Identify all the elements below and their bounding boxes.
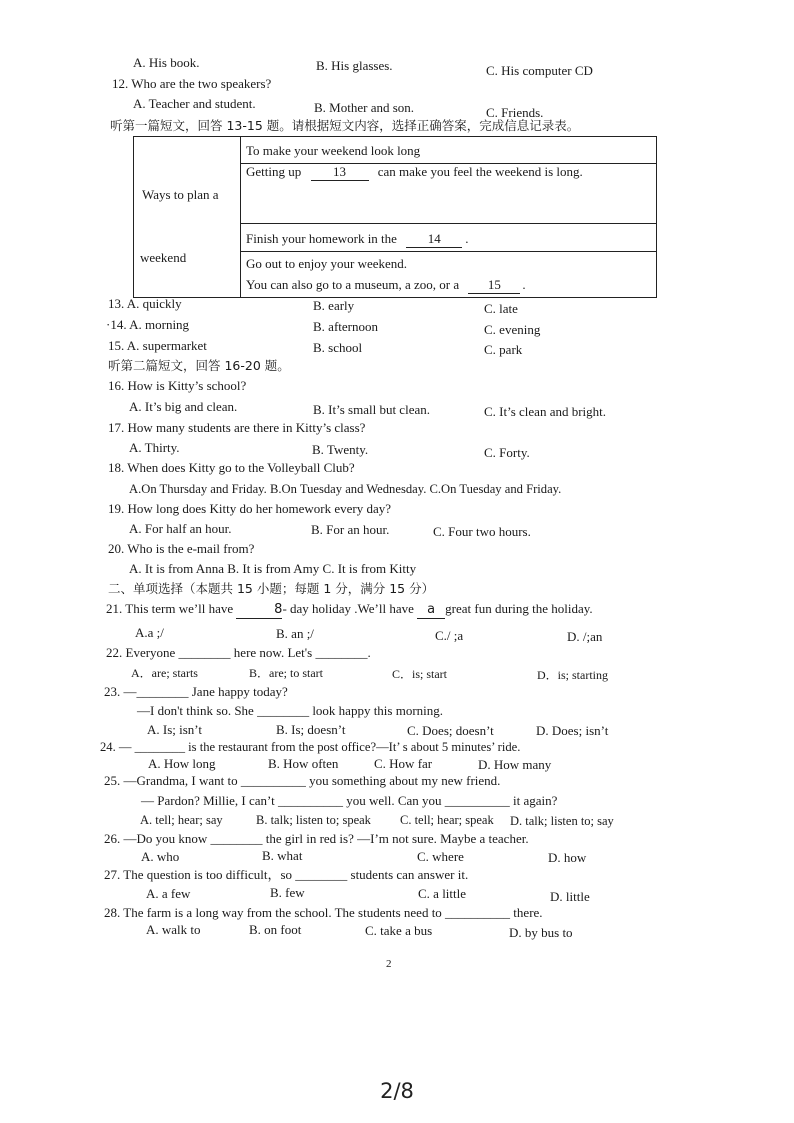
q22-stem: 22. Everyone ________ here now. Let's ________. xyxy=(106,645,371,660)
q27-option-a: A. a few xyxy=(146,886,191,901)
q17-option-b: B. Twenty. xyxy=(312,442,369,457)
table-row-3-post: . xyxy=(522,277,526,292)
q22-option-d: D．is; starting xyxy=(537,668,608,682)
q28-option-b: B. on foot xyxy=(249,922,302,937)
q23-option-a: A. Is; isn’t xyxy=(147,722,203,737)
q12-option-a: A. Teacher and student. xyxy=(133,96,256,111)
q21-stem xyxy=(106,601,593,619)
q19-stem: 19. How long does Kitty do her homework every day? xyxy=(108,501,392,516)
q12-option-c: C. Friends. xyxy=(486,105,544,120)
table-title: To make your weekend look long xyxy=(246,143,421,158)
table-row-3-line-1: Go out to enjoy your weekend. xyxy=(246,256,408,271)
q21-blank-2 xyxy=(417,601,445,619)
q11-option-b: B. His glasses. xyxy=(316,58,393,73)
q16-option-a: A. It’s big and clean. xyxy=(129,399,238,414)
info-record-table xyxy=(133,136,657,298)
q23-option-d: D. Does; isn’t xyxy=(536,723,609,738)
section-listening-1-instruction: 听第一篇短文，回答 13-15 题。请根据短文内容，选择正确答案，完成信息记录表。 xyxy=(110,118,580,133)
table-row-3-line-2 xyxy=(246,277,526,294)
q19-option-a: A. For half an hour. xyxy=(129,521,232,536)
q25-option-a: A. tell; hear; say xyxy=(140,813,223,827)
q15-option-c: C. park xyxy=(484,342,523,357)
table-divider xyxy=(240,223,656,224)
q11-option-a: A. His book. xyxy=(133,55,200,70)
q20-stem: 20. Who is the e-mail from? xyxy=(108,541,255,556)
page-indicator: 2/8 xyxy=(380,1079,414,1103)
table-row-1-pre: Getting up xyxy=(246,164,302,179)
q21-blank-1 xyxy=(236,601,282,619)
q21-stem-mid: - day holiday .We’ll have xyxy=(282,601,414,616)
q28-option-c: C. take a bus xyxy=(365,923,433,938)
q24-option-a: A. How long xyxy=(148,756,216,771)
q25-option-d: D. talk; listen to; say xyxy=(510,814,614,828)
q25-response: — Pardon? Millie, I can’t __________ you well. Can you __________ it again? xyxy=(141,793,558,808)
q22-option-a: A．are; starts xyxy=(131,666,198,680)
q27-option-d: D. little xyxy=(550,889,590,904)
q24-option-d: D. How many xyxy=(478,757,552,772)
section-listening-2-instruction: 听第二篇短文，回答 16-20 题。 xyxy=(108,358,290,373)
table-row-2 xyxy=(246,231,468,248)
table-row-1 xyxy=(246,164,583,181)
q27-stem: 27. The question is too difficult，so ________ students can answer it. xyxy=(104,867,469,882)
blank-15: 15 xyxy=(468,277,520,294)
q25-stem: 25. —Grandma, I want to __________ you something about my new friend. xyxy=(104,773,501,788)
q26-option-a: A. who xyxy=(141,849,180,864)
blank-13: 13 xyxy=(311,164,369,181)
q12-option-b: B. Mother and son. xyxy=(314,100,415,115)
q19-option-c: C. Four two hours. xyxy=(433,524,531,539)
q16-option-c: C. It’s clean and bright. xyxy=(484,404,607,419)
q23-option-c: C. Does; doesn’t xyxy=(407,723,494,738)
q26-option-b: B. what xyxy=(262,848,303,863)
q16-option-b: B. It’s small but clean. xyxy=(313,402,430,417)
q17-option-a: A. Thirty. xyxy=(129,440,180,455)
q21-option-c: C./ ;a xyxy=(435,628,464,643)
table-divider xyxy=(240,251,656,252)
q21-answer-2: a xyxy=(427,602,436,617)
blank-14: 14 xyxy=(406,231,462,248)
q15-option-b: B. school xyxy=(313,340,363,355)
q13-option-c: C. late xyxy=(484,301,518,316)
q24-stem: 24. — ________ is the restaurant from the post office?—It’ s about 5 minutes’ ride. xyxy=(100,740,521,754)
q27-option-c: C. a little xyxy=(418,886,467,901)
table-divider xyxy=(240,137,241,297)
q13-option-a: 13. A. quickly xyxy=(108,296,182,311)
q13-option-b: B. early xyxy=(313,298,355,313)
q21-option-a: A.a ;/ xyxy=(135,625,164,640)
table-row-2-pre: Finish your homework in the xyxy=(246,231,397,246)
q23-response: —I don't think so. She ________ look happy this morning. xyxy=(137,703,444,718)
q25-option-c: C. tell; hear; speak xyxy=(400,813,494,827)
q25-option-b: B. talk; listen to; speak xyxy=(256,813,371,827)
q11-option-c: C. His computer CD xyxy=(486,63,593,78)
table-row-header-1: Ways to plan a xyxy=(142,187,219,202)
q21-stem-post: great fun during the holiday. xyxy=(445,601,593,616)
q17-option-c: C. Forty. xyxy=(484,445,530,460)
q26-stem: 26. —Do you know ________ the girl in red is? —I’m not sure. Maybe a teacher. xyxy=(104,831,529,846)
q28-option-a: A. walk to xyxy=(146,922,201,937)
q20-options: A. It is from Anna B. It is from Amy C. It is from Kitty xyxy=(129,561,417,576)
table-row-3-pre: You can also go to a museum, a zoo, or a xyxy=(246,277,460,292)
q14-option-b: B. afternoon xyxy=(313,319,378,334)
q24-option-b: B. How often xyxy=(268,756,339,771)
q14-option-a: ·14. A. morning xyxy=(106,317,190,332)
q16-stem: 16. How is Kitty’s school? xyxy=(108,378,247,393)
page-number: 2 xyxy=(386,958,392,970)
q18-stem: 18. When does Kitty go to the Volleyball Club? xyxy=(108,460,355,475)
q19-option-b: B. For an hour. xyxy=(311,522,390,537)
q28-option-d: D. by bus to xyxy=(509,925,573,940)
table-row-2-post: . xyxy=(465,231,469,246)
q15-option-a: 15. A. supermarket xyxy=(108,338,207,353)
q21-answer-1: 8 xyxy=(274,602,283,617)
q14-option-c: C. evening xyxy=(484,322,541,337)
q28-stem: 28. The farm is a long way from the school. The students need to __________ there. xyxy=(104,905,543,920)
q27-option-b: B. few xyxy=(270,885,305,900)
q23-stem: 23. —________ Jane happy today? xyxy=(104,684,288,699)
q17-stem: 17. How many students are there in Kitty’s class? xyxy=(108,420,366,435)
q22-option-c: C．is; start xyxy=(392,667,448,681)
q21-option-b: B. an ;/ xyxy=(276,626,314,641)
q21-option-d: D. /;an xyxy=(567,629,603,644)
q18-options: A.On Thursday and Friday. B.On Tuesday and Wednesday. C.On Tuesday and Friday. xyxy=(129,482,562,496)
q26-option-d: D. how xyxy=(548,850,587,865)
q23-option-b: B. Is; doesn’t xyxy=(276,722,346,737)
section-2-heading: 二、单项选择（本题共 15 小题；每题 1 分，满分 15 分） xyxy=(108,581,435,596)
q12-stem: 12. Who are the two speakers? xyxy=(112,76,272,91)
table-row-header-2: weekend xyxy=(140,250,187,265)
q22-option-b: B．are; to start xyxy=(249,666,323,680)
q26-option-c: C. where xyxy=(417,849,464,864)
table-row-1-post: can make you feel the weekend is long. xyxy=(377,164,583,179)
q24-option-c: C. How far xyxy=(374,756,433,771)
q21-stem-pre: 21. This term we’ll have xyxy=(106,601,234,616)
